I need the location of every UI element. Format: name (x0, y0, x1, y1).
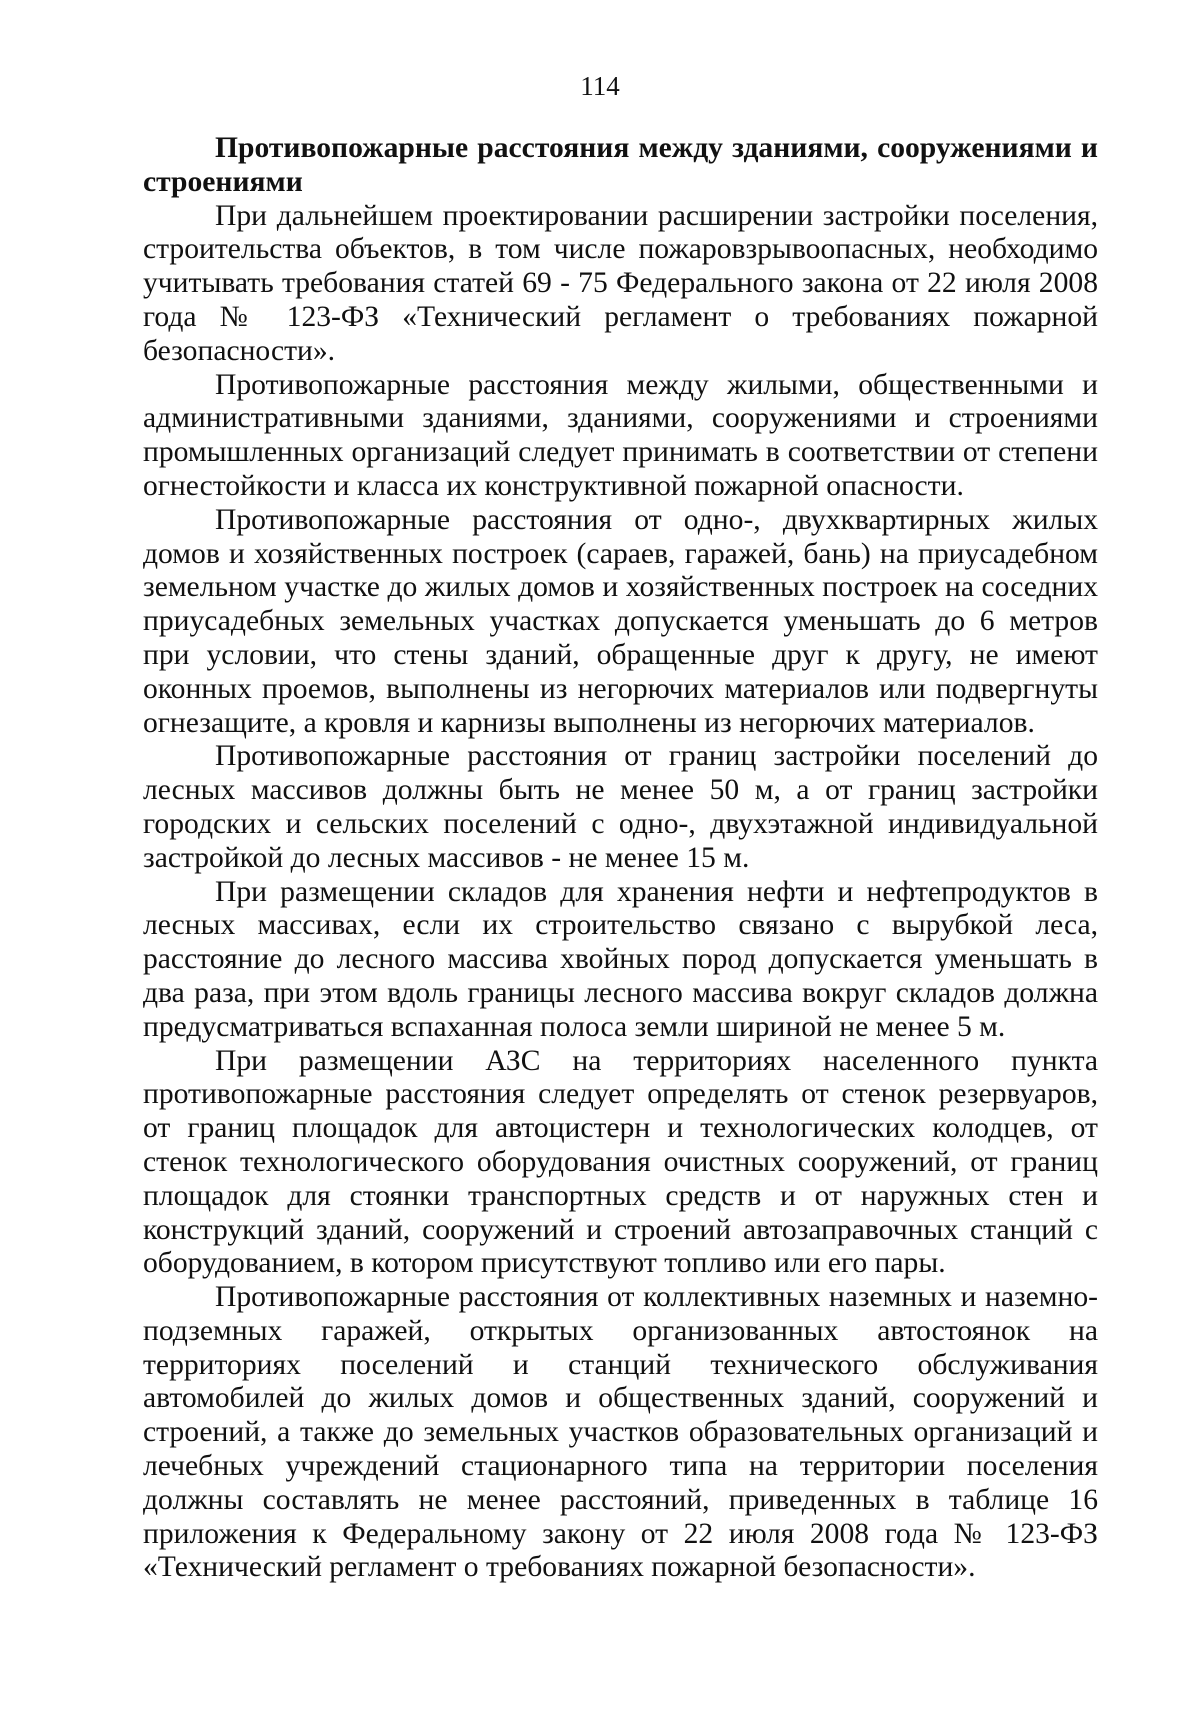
paragraph-distances-buildings: Противопожарные расстояния между жилыми, общественными и административными зданиями, зданиями, сооружениями и строениями промышленных организаций следует принимать в соответствии от степени огнестойкости и класса их конструктивной пожарной опасности. (143, 368, 1098, 502)
document-body (143, 132, 1098, 1585)
page-number: 114 (580, 71, 620, 101)
section-heading: Противопожарные расстояния между зданиями, сооружениями и строениями (143, 132, 1098, 198)
paragraph-household-plots: Противопожарные расстояния от одно-, двухквартирных жилых домов и хозяйственных построек (сараев, гаражей, бань) на приусадебном земельном участке до жилых домов и хозяйственных построек на соседних приусадебных земельных участках допускается уменьшать до 6 метров при условии, что стены зданий, обращенные друг к другу, не имеют оконных проемов, выполнены из негорючих материалов или подвергнуты огнезащите, а кровля и карнизы выполнены из негорючих материалов. (143, 503, 1098, 739)
paragraph-garages-parking: Противопожарные расстояния от коллективных наземных и наземно-подземных гаражей, открытых организованных автостоянок на территориях поселений и станций технического обслуживания автомобилей до жилых домов и общественных зданий, сооружений и строений, а также до земельных участков образовательных организаций и лечебных учреждений стационарного типа на территории поселения должны составлять не менее расстояний, приведенных в таблице 16 приложения к Федеральному закону от 22 июля 2008 года № 123-ФЗ «Технический регламент о требованиях пожарной безопасности». (143, 1281, 1098, 1584)
paragraph-gas-stations: При размещении АЗС на территориях населенного пункта противопожарные расстояния следует определять от стенок резервуаров, от границ площадок для автоцистерн и технологических колодцев, от стенок технологического оборудования очистных сооружений, от границ площадок для стоянки транспортных средств и от наружных стен и конструкций зданий, сооружений и строений автозаправочных станций с оборудованием, в котором присутствуют топливо или его пары. (143, 1044, 1098, 1280)
paragraph-oil-storage: При размещении складов для хранения нефти и нефтепродуктов в лесных массивах, если их строительство связано с вырубкой леса, расстояние до лесного массива хвойных пород допускается уменьшать в два раза, при этом вдоль границы лесного массива вокруг складов должна предусматриваться вспаханная полоса земли шириной не менее 5 м. (143, 875, 1098, 1043)
paragraph-design-requirements: При дальнейшем проектировании расширении застройки поселения, строительства объектов, в том числе пожаровзрывоопасных, необходимо учитывать требования статей 69 - 75 Федерального закона от 22 июля 2008 года № 123-ФЗ «Технический регламент о требованиях пожарной безопасности». (143, 199, 1098, 367)
paragraph-forest-distances: Противопожарные расстояния от границ застройки поселений до лесных массивов должны быть не менее 50 м, а от границ застройки городских и сельских поселений с одно-, двухэтажной индивидуальной застройкой до лесных массивов - не менее 15 м. (143, 740, 1098, 874)
